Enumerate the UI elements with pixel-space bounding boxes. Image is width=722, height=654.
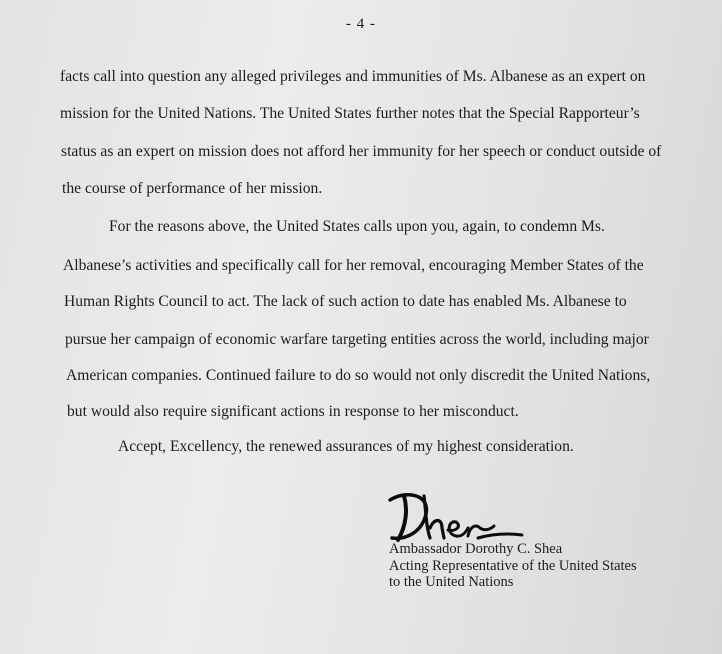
body-line: For the reasons above, the United States calls upon you, again, to condemn Ms. [109,218,605,235]
body-line: status as an expert on mission does not afford her immunity for her speech or conduct outside of [61,143,662,160]
body-line: facts call into question any alleged privileges and immunities of Ms. Albanese as an expert on [60,68,646,85]
body-line: the course of performance of her mission. [62,180,323,197]
signatory-title: Acting Representative of the United States [389,557,637,574]
body-line: mission for the United Nations. The United States further notes that the Special Rapporteur’s [60,105,640,122]
closing-line: Accept, Excellency, the renewed assurances of my highest consideration. [118,438,574,455]
signatory-name: Ambassador Dorothy C. Shea [389,541,563,557]
signatory-affiliation: to the United Nations [389,574,514,590]
body-line: pursue her campaign of economic warfare targeting entities across the world, including major [65,331,649,348]
signature-block [389,541,637,591]
body-line: but would also require significant actions in response to her misconduct. [67,403,519,420]
body-line: American companies. Continued failure to do so would not only discredit the United Nations, [66,367,651,384]
body-line: Albanese’s activities and specifically call for her removal, encouraging Member States of the [63,257,644,274]
body-line: Human Rights Council to act. The lack of such action to date has enabled Ms. Albanese to [64,293,627,310]
page-number: - 4 - [346,16,376,32]
